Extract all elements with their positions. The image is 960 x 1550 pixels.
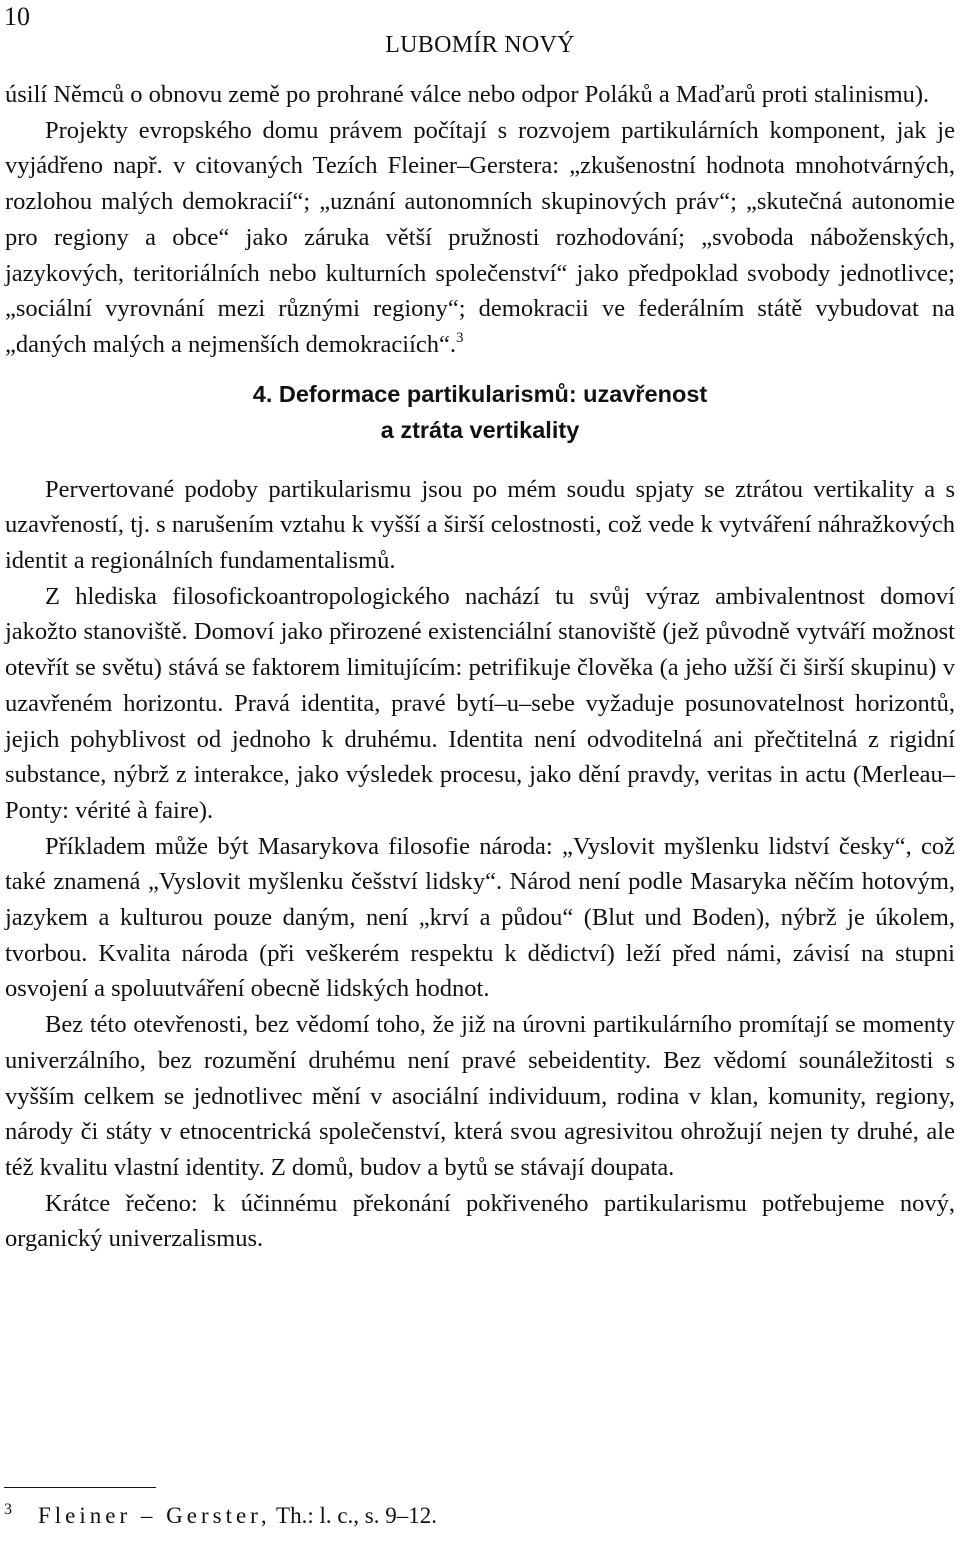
paragraph-1: úsilí Němců o obnovu země po prohrané válce nebo odpor Poláků a Maďarů proti stalinismu). <box>5 81 930 108</box>
footnote <box>4 1495 944 1531</box>
paragraph-7: Krátce řečeno: k účinnému překonání pokřiveného partikularismu potřebujeme nový, organický univerzalismus. <box>5 1189 955 1253</box>
section-heading-line-1: 4. Deformace partikularismů: uzavřenost <box>252 380 708 407</box>
footnote-divider <box>4 1487 156 1488</box>
paragraph-2-text: Projekty evropského domu právem počítají s rozvojem partikulárních komponent, jak je vyjádřeno např. v citovaných Tezích Fleiner–Gerstera: „zkušenostní hodnota mnohotvárných, rozlohou malých demokracií“; „uznání autonomních skupinových práv“; „skutečná autonomie pro regiony a obce“ jako záruka větší pružnosti rozhodování; „svoboda náboženských, jazykových, teritoriálních nebo kulturních společenství“ jako předpoklad svobody jednotlivce; „sociální vyrovnání mezi různými regiony“; demokracii ve federálním státě vybudovat na „daných malých a nejmenších demokraciích“. <box>5 116 955 358</box>
body-text <box>5 77 955 1257</box>
page-number: 10 <box>4 2 30 31</box>
footnote-author: Fleiner – Gerster, <box>38 1503 271 1528</box>
running-head: LUBOMÍR NOVÝ <box>385 32 575 58</box>
paragraph-4: Z hlediska filosofickoantropologického nachází tu svůj výraz ambivalentnost domoví jakožto stanoviště. Domoví jako přirozené existenciální stanoviště (jež původně vytváří možnost otevřít se světu) stává se faktorem limitujícím: petrifikuje člověka (a jeho užší či širší skupinu) v uzavřeném horizontu. Pravá identita, pravé bytí–u–sebe vyžaduje posunovatelnost horizontů, jejich pohyblivost od jednoho k druhému. Identita není odvoditelná ani přečtitelná z rigidní substance, nýbrž z interakce, jako výsledek procesu, jako dění pravdy, veritas in actu (Merleau–Ponty: vérité à faire). <box>5 582 955 824</box>
footnote-mark: 3 <box>4 1501 12 1518</box>
footnote-reference[interactable]: 3 <box>456 329 464 346</box>
footnote-citation: Th.: l. c., s. 9–12. <box>276 1503 438 1528</box>
section-heading-line-2: a ztráta vertikality <box>380 416 580 443</box>
paragraph-6: Bez této otevřenosti, bez vědomí toho, že již na úrovni partikulárního promítají se momenty univerzálního, bez rozumění druhému není pravé sebeidentity. Bez vědomí sounáležitosti s vyšším celkem se jednotlivec mění v asociální individuum, rodina v klan, komunity, regiony, národy či státy v etnocentrická společenství, která svou agresivitou ohrožují nejen ty druhé, ale též kvalitu vlastní identity. Z domů, budov a bytů se stávají doupata. <box>5 1011 955 1181</box>
paragraph-2 <box>5 113 955 363</box>
paragraph-5: Příkladem může být Masarykova filosofie národa: „Vyslovit myšlenku lidství česky“, což také znamená „Vyslovit myšlenku češství lidsky“. Národ není podle Masaryka něčím hotovým, jazykem a kulturou pouze daným, není „krví a půdou“ (Blut und Boden), nýbrž je úkolem, tvorbou. Kvalita národa (při veškerém respektu k dědictví) leží před námi, závisí na stupni osvojení a spoluutváření obecně lidských hodnot. <box>5 832 955 1003</box>
paragraph-3: Pervertované podoby partikularismu jsou po mém soudu spjaty se ztrátou vertikality a s uzavřeností, tj. s narušením vztahu k vyšší a širší celostnosti, což vede k vytváření náhražkových identit a regionálních fundamentalismů. <box>5 475 955 575</box>
section-heading <box>5 376 955 448</box>
